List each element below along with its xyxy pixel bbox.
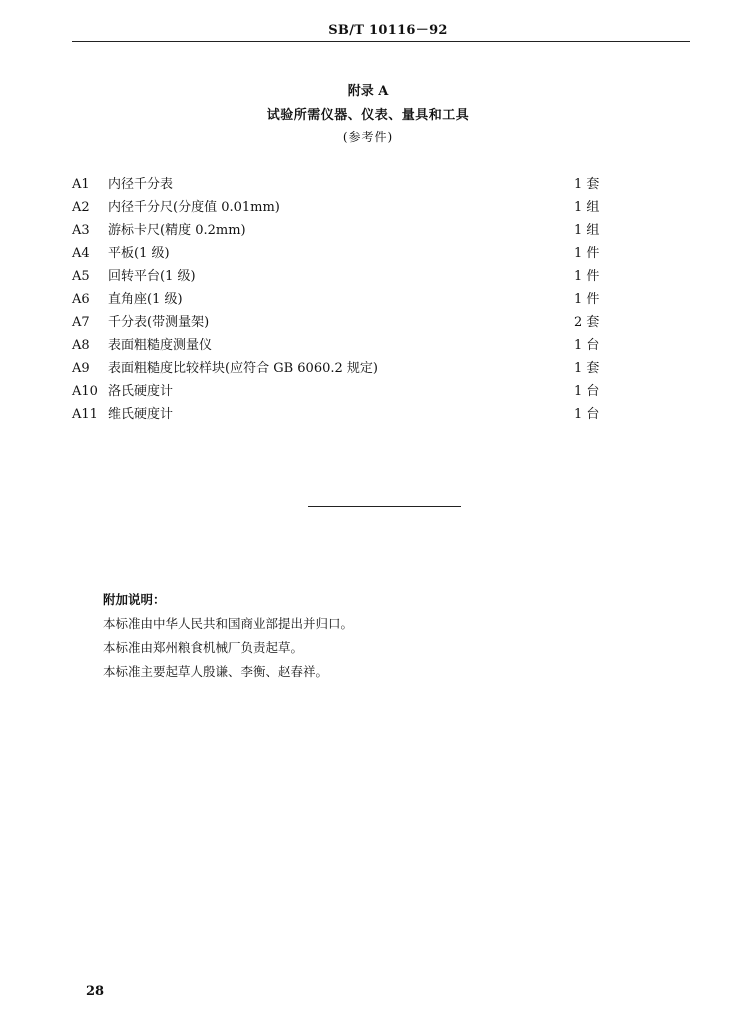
item-quantity: 1 台	[574, 384, 600, 399]
item-name: 维氏硬度计	[108, 407, 174, 422]
page-number: 28	[86, 984, 105, 999]
item-name: 回转平台(1 级)	[108, 269, 196, 284]
item-quantity: 1 件	[574, 292, 600, 307]
item-name: 千分表(带测量架)	[108, 315, 210, 330]
item-quantity: 1 件	[574, 269, 600, 284]
item-name: 平板(1 级)	[108, 246, 170, 261]
item-name: 表面粗糙度比较样块(应符合 GB 6060.2 规定)	[108, 361, 378, 376]
item-code: A9	[72, 361, 90, 376]
item-code: A10	[72, 384, 98, 399]
item-code: A3	[72, 223, 90, 238]
item-code: A6	[72, 292, 90, 307]
notes-line: 本标准由中华人民共和国商业部提出并归口。	[103, 616, 354, 631]
list-item	[72, 357, 612, 380]
notes-heading: 附加说明：	[103, 592, 166, 607]
item-quantity: 1 台	[574, 338, 600, 353]
item-code: A2	[72, 200, 90, 215]
item-name: 直角座(1 级)	[108, 292, 183, 307]
item-code: A4	[72, 246, 90, 261]
header-rule	[72, 41, 690, 42]
item-name: 内径千分尺(分度值 0.01mm)	[108, 200, 280, 215]
additional-notes	[103, 588, 353, 684]
item-quantity: 2 套	[574, 315, 600, 330]
list-item	[72, 403, 612, 426]
item-name: 表面粗糙度测量仪	[108, 338, 213, 353]
appendix-note: (参考件)	[342, 130, 394, 144]
item-code: A8	[72, 338, 90, 353]
list-item	[72, 311, 612, 334]
item-quantity: 1 组	[574, 200, 600, 215]
item-name: 洛氏硬度计	[108, 384, 174, 399]
list-item	[72, 196, 612, 219]
item-quantity: 1 套	[574, 361, 600, 376]
list-item	[72, 219, 612, 242]
item-name: 游标卡尺(精度 0.2mm)	[108, 223, 246, 238]
item-quantity: 1 件	[574, 246, 600, 261]
item-quantity: 1 套	[574, 177, 600, 192]
item-quantity: 1 台	[574, 407, 600, 422]
end-rule	[308, 506, 461, 507]
list-item	[72, 265, 612, 288]
list-item	[72, 380, 612, 403]
equipment-list	[72, 173, 612, 426]
item-code: A7	[72, 315, 90, 330]
item-quantity: 1 组	[574, 223, 600, 238]
appendix-title: 试验所需仪器、仪表、量具和工具	[266, 108, 470, 123]
notes-line: 本标准主要起草人殷谦、李衡、赵春祥。	[103, 664, 329, 679]
item-code: A1	[72, 177, 90, 192]
item-code: A5	[72, 269, 90, 284]
item-name: 内径千分表	[108, 177, 174, 192]
list-item	[72, 288, 612, 311]
list-item	[72, 242, 612, 265]
list-item	[72, 173, 612, 196]
notes-line: 本标准由郑州粮食机械厂负责起草。	[103, 640, 304, 655]
list-item	[72, 334, 612, 357]
appendix-label: 附录 A	[347, 84, 389, 99]
item-code: A11	[72, 407, 98, 422]
standard-code: SB/T 10116－92	[328, 23, 448, 38]
